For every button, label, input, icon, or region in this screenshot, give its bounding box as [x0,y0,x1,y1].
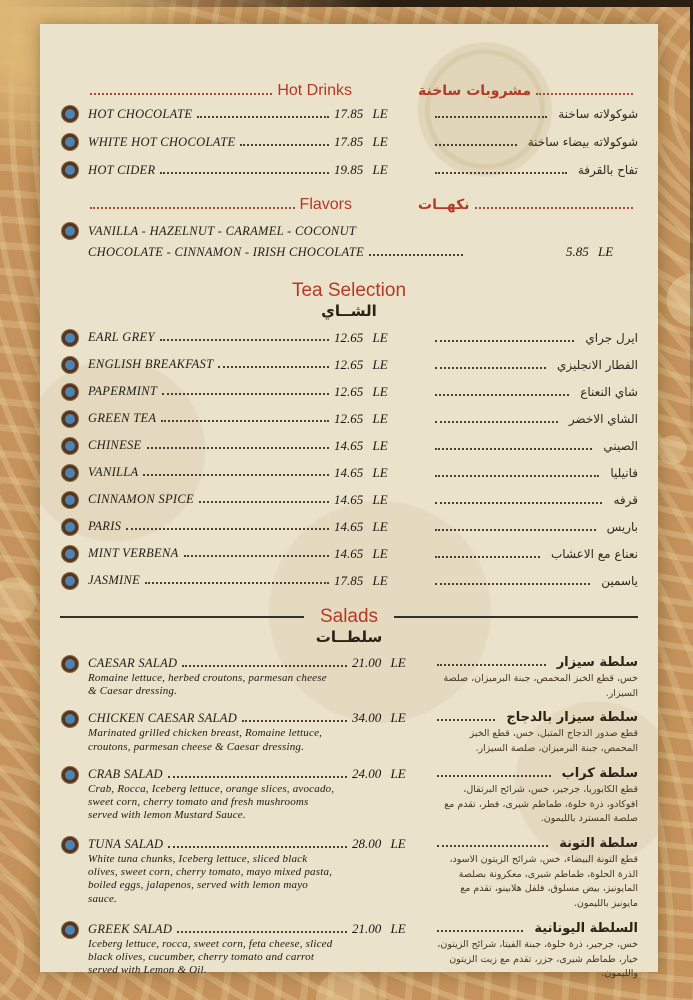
item-ar-block [430,466,638,480]
medallion-bullet-icon [62,573,78,589]
item-ar-block [430,135,638,149]
tea-section-title-en: Tea Selection [291,280,407,301]
salad-ar-name-line [432,766,638,781]
flavors-title-ar: نكهــات [418,197,470,213]
item-name-en: PARIS [88,519,122,533]
hot-drinks-list [60,100,638,184]
leader-dots [437,845,548,847]
item-name-en: CHINESE [88,438,142,452]
salad-name-en: CAESAR SALAD [88,656,178,670]
menu-item-row [60,128,638,156]
leader-dots [126,528,329,530]
salad-price: 28.00 LE [352,836,406,852]
salad-item-row [60,921,638,982]
item-en-block [88,573,334,588]
salad-name-en: TUNA SALAD [88,837,164,852]
item-name-en: VANILLA [88,465,139,479]
tea-list [60,324,638,594]
leader-dots [536,93,633,95]
scan-top-edge [0,0,693,7]
salad-en-block [88,836,420,912]
salads-list [60,655,638,982]
leader-dots [90,93,272,95]
salad-name-en: CRAB SALAD [88,766,163,781]
flavors-list-2: CHOCOLATE - CINNAMON - IRISH CHOCOLATE [88,245,365,259]
medallion-bullet-icon [62,767,78,783]
item-name-ar: الفطار الانجليزي [556,357,638,372]
salad-en-name-line [88,710,420,726]
salad-en-block [88,921,420,982]
item-en-block [88,135,334,150]
salad-item-row [60,766,638,827]
item-ar-block [430,547,638,561]
hot-drinks-header [60,82,638,100]
flavors-list-1: VANILLA - HAZELNUT - CARAMEL - COCONUT [88,223,357,238]
medallion-bullet-icon [62,438,78,454]
item-name-en: EARL GREY [88,330,155,344]
item-price: 19.85 LE [334,162,388,177]
item-price: 17.85 LE [334,572,388,588]
item-name-en: CINNAMON SPICE [88,492,194,506]
salad-en-name-line [88,766,420,782]
salad-ar-block [420,655,638,701]
medallion-bullet-icon [62,384,78,400]
item-en-block [88,107,334,122]
leader-dots [182,665,347,667]
menu-item-row [60,100,638,128]
divider-line [60,616,304,618]
leader-dots [435,475,599,477]
medallion-bullet-icon [62,106,78,122]
leader-dots [218,366,329,368]
salad-ar-name-line [432,655,638,670]
salads-section-title-en: Salads [319,606,379,627]
item-name-ar: شوكولاته بيضاء ساخنة [527,135,638,149]
item-price: 12.65 LE [334,329,388,345]
salad-item-row [60,836,638,912]
leader-dots [145,582,329,584]
item-name-en: ENGLISH BREAKFAST [88,357,214,371]
salad-description-ar: قطع صدور الدجاج المتبل، خس، قطع الخبز المحمص، جبنة البرميزان، صلصة السيزار. [469,728,638,755]
salad-item-row [60,710,638,756]
item-name-en: HOT CIDER [88,162,156,177]
salads-divider [60,606,638,628]
leader-dots [160,339,329,341]
item-ar-block [430,412,638,426]
menu-item-row [60,432,638,459]
leader-dots [437,775,551,777]
salad-en-name-line [88,836,420,852]
menu-item-row [60,324,638,351]
medallion-bullet-icon [62,162,78,178]
salad-ar-block [420,836,638,912]
medallion-bullet-icon [62,922,78,938]
leader-dots [475,207,633,209]
salad-en-block [88,710,420,756]
salad-en-name-line [88,921,420,937]
leader-dots [435,394,569,396]
flavors-header-right [418,197,638,213]
medallion-bullet-icon [62,711,78,727]
menu-item-row [60,156,638,184]
salad-name-ar: سلطة سيزار بالدجاج [506,710,638,726]
salad-price: 21.00 LE [352,655,406,670]
salad-name-ar: السلطة اليونانية [534,920,638,936]
salad-ar-name-line [432,836,638,851]
salad-item-row [60,655,638,701]
leader-dots [435,116,547,118]
item-en-block [88,163,334,178]
flavors-header [60,196,638,214]
item-price: 14.65 LE [334,518,388,534]
salad-name-ar: سلطة كراب [561,765,638,781]
menu-inner-page [40,24,658,980]
item-name-ar: الصيني [603,438,638,453]
item-name-ar: ياسمين [601,573,638,588]
leader-dots [435,529,596,531]
medallion-bullet-icon [62,519,78,535]
item-ar-block [430,493,638,507]
item-name-ar: ايرل جراي [585,330,638,345]
item-price: 12.65 LE [334,383,388,399]
item-name-en: GREEN TEA [88,411,157,425]
leader-dots [435,583,590,585]
salad-price: 21.00 LE [352,920,406,936]
salad-price: 24.00 LE [352,765,406,781]
leader-dots [435,172,567,174]
salad-description-en: Iceberg lettuce, rocca, sweet corn, feta cheese, sliced black olives, cucumber, cherry tomato and carrot served with Lemon & Oil. [88,937,333,977]
medallion-bullet-icon [62,656,78,672]
medallion-bullet-icon [62,546,78,562]
item-name-en: MINT VERBENA [88,546,179,560]
item-price: 14.65 LE [334,491,388,507]
leader-dots [143,474,329,476]
salad-price: 34.00 LE [352,710,406,726]
salad-ar-block [420,710,638,756]
leader-dots [177,931,347,933]
salad-description-ar: خس، قطع الخبز المحمص، جبنة البرميزان، صلصة السيزار. [443,673,638,699]
flavors-header-left [60,196,352,214]
item-name-ar: نعناع مع الاعشاب [550,546,638,561]
item-price: 17.85 LE [334,134,388,149]
item-en-block [88,384,334,399]
salad-name-ar: سلطة سيزار [556,655,638,670]
salad-name-ar: سلطة التونة [559,836,638,852]
leader-dots [161,420,329,422]
menu-item-row [60,540,638,567]
salad-description-ar: قطع الكابوريا، جرجير، خس، شرائح البرتقال، افوكادو، ذرة حلوة، طماطم شيرى، فطر، تقدم مع صلصة المسترد بالليمون. [444,783,638,825]
salad-en-block [88,766,420,827]
hot-drinks-title-ar: مشروبات ساخنة [418,83,532,99]
item-name-ar: باريس [606,519,638,534]
medallion-bullet-icon [62,223,78,239]
leader-dots [437,664,546,666]
leader-dots [160,172,329,174]
leader-dots [184,555,329,557]
item-price: 17.85 LE [334,106,388,121]
item-price: 14.65 LE [334,437,388,453]
item-name-en: JASMINE [88,573,141,587]
leader-dots [435,144,517,146]
salad-en-name-line [88,655,420,671]
leader-dots [147,447,330,449]
medallion-bullet-icon [62,330,78,346]
leader-dots [437,930,523,932]
item-en-block [88,546,334,561]
leader-dots [197,116,329,118]
item-name-ar: قرفه [613,492,638,507]
leader-dots [435,448,592,450]
salad-en-block [88,655,420,701]
menu-item-row [60,351,638,378]
flavors-price: 5.85 LE [566,244,614,259]
item-en-block [88,330,334,345]
medallion-bullet-icon [62,465,78,481]
leader-dots [199,501,329,503]
item-name-ar: شاي النعناع [580,384,638,399]
leader-dots [242,720,347,722]
item-name-en: PAPERMINT [88,384,158,398]
item-ar-block [430,163,638,177]
salad-description-ar: خس، جرجير، ذرة حلوة، جبنة الفيتا، شرائح الزيتون، خيار، طماطم شيرى، جزر، تقدم مع زيت الزيتون والليمون. [437,938,638,980]
item-price: 12.65 LE [334,410,388,426]
item-price: 14.65 LE [334,545,388,561]
menu-item-row [60,486,638,513]
item-en-block [88,438,334,453]
item-name-ar: فانيليا [610,465,638,480]
salad-name-en: CHICKEN CAESAR SALAD [88,711,238,726]
salad-description-en: Romaine lettuce, herbed croutons, parmesan cheese & Caesar dressing. [88,672,327,698]
item-price: 12.65 LE [334,356,388,372]
salad-name-en: GREEK SALAD [88,921,173,936]
menu-item-row [60,567,638,594]
leader-dots [435,367,546,369]
item-en-block [88,519,334,534]
flavors-line-1 [60,218,638,244]
menu-item-row [60,378,638,405]
menu-item-row [60,459,638,486]
item-ar-block [430,520,638,534]
medallion-bullet-icon [62,837,78,853]
salad-ar-block [420,921,638,982]
flavors-title-en: Flavors [299,196,352,213]
hot-drinks-title-en: Hot Drinks [277,82,352,99]
leader-dots [168,776,347,778]
leader-dots [369,254,463,256]
item-ar-block [430,358,638,372]
item-ar-block [430,439,638,453]
leader-dots [435,502,602,504]
salad-description-ar: قطع التونة البيضاء، خس، شرائح الزيتون الاسود، الذرة الحلوة، طماطم شيرى، معكرونة بصلصة المايونيز، بيض مسلوق، فلفل هلابينو، تقدم مع مايونيز بالليمون. [449,854,638,910]
item-name-ar: تفاح بالقرفة [577,163,638,177]
salad-ar-name-line [432,921,638,936]
medallion-bullet-icon [62,134,78,150]
item-price: 14.65 LE [334,464,388,480]
tea-section-title-ar: الشــاي [321,302,377,320]
salad-description-en: Crab, Rocca, Iceberg lettuce, orange slices, avocado, sweet corn, cherry tomato and fresh mushrooms served with lemon Mustard Sauce. [88,782,335,822]
item-name-ar: شوكولاته ساخنة [558,107,638,121]
item-name-en: HOT CHOCOLATE [88,106,193,121]
medallion-bullet-icon [62,492,78,508]
leader-dots [162,393,329,395]
menu-item-row [60,513,638,540]
item-name-ar: الشاي الاخضر [568,411,638,426]
salad-description-en: Marinated grilled chicken breast, Romaine lettuce, croutons, parmesan cheese & Caesar dressing. [88,727,323,753]
item-en-block [88,357,334,372]
leader-dots [437,719,495,721]
hot-drinks-header-left [60,82,352,100]
leader-dots [168,846,347,848]
item-en-block [88,411,334,426]
flavors-line-2 [60,244,638,270]
salad-ar-block [420,766,638,827]
divider-line [394,616,638,618]
salad-ar-name-line [432,710,638,725]
item-name-en: WHITE HOT CHOCOLATE [88,134,236,149]
item-en-block [88,465,334,480]
medallion-bullet-icon [62,411,78,427]
leader-dots [435,340,574,342]
medallion-bullet-icon [62,357,78,373]
menu-item-row [60,405,638,432]
leader-dots [435,556,540,558]
item-en-block [88,492,334,507]
salads-section-title-ar: سلطــات [315,628,383,646]
item-ar-block [430,107,638,121]
leader-dots [435,421,558,423]
item-ar-block [430,385,638,399]
item-ar-block [430,331,638,345]
item-ar-block [430,574,638,588]
salad-description-en: White tuna chunks, Iceberg lettuce, sliced black olives, sweet corn, cherry tomato, mayo mixed pasta, boiled eggs, jalapenos, served with lemon mayo sauce. [88,853,333,905]
leader-dots [240,144,329,146]
hot-drinks-header-right [418,83,638,99]
leader-dots [90,207,295,209]
